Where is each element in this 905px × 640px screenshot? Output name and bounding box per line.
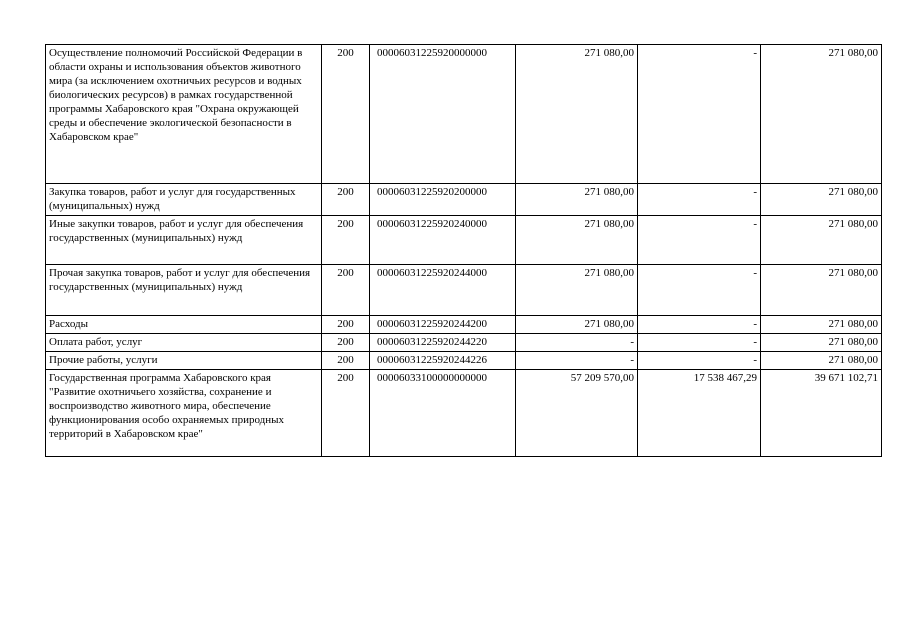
table-row xyxy=(46,265,882,316)
row-kbk-cell: 00006031225920000000 xyxy=(370,45,516,184)
row-name-cell: Оплата работ, услуг xyxy=(46,334,322,352)
row-unexecuted-cell: 39 671 102,71 xyxy=(761,370,882,457)
row-code-cell: 200 xyxy=(322,265,370,316)
row-code-cell: 200 xyxy=(322,352,370,370)
row-name-cell: Государственная программа Хабаровского края "Развитие охотничьего хозяйства, сохранение и воспроизводство животного мира, обеспечение функционирования особо охраняемых природных территорий в Хабаровском крае" xyxy=(46,370,322,457)
row-kbk-cell: 00006031225920200000 xyxy=(370,184,516,216)
row-name-cell: Закупка товаров, работ и услуг для государственных (муниципальных) нужд xyxy=(46,184,322,216)
row-approved-cell: 57 209 570,00 xyxy=(516,370,638,457)
row-code-cell: 200 xyxy=(322,45,370,184)
budget-expenditure-table xyxy=(45,44,882,457)
table-row xyxy=(46,334,882,352)
row-name-cell: Иные закупки товаров, работ и услуг для обеспечения государственных (муниципальных) нужд xyxy=(46,216,322,265)
row-executed-cell: - xyxy=(638,265,761,316)
row-executed-cell: - xyxy=(638,316,761,334)
row-approved-cell: 271 080,00 xyxy=(516,45,638,184)
row-approved-cell: 271 080,00 xyxy=(516,265,638,316)
row-code-cell: 200 xyxy=(322,184,370,216)
row-unexecuted-cell: 271 080,00 xyxy=(761,184,882,216)
table-row xyxy=(46,216,882,265)
row-kbk-cell: 00006031225920244220 xyxy=(370,334,516,352)
row-executed-cell: - xyxy=(638,334,761,352)
row-executed-cell: - xyxy=(638,45,761,184)
row-approved-cell: - xyxy=(516,334,638,352)
row-code-cell: 200 xyxy=(322,316,370,334)
row-unexecuted-cell: 271 080,00 xyxy=(761,45,882,184)
table-row xyxy=(46,184,882,216)
row-name-cell: Прочая закупка товаров, работ и услуг для обеспечения государственных (муниципальных) нужд xyxy=(46,265,322,316)
table-row xyxy=(46,45,882,184)
row-unexecuted-cell: 271 080,00 xyxy=(761,334,882,352)
row-executed-cell: - xyxy=(638,216,761,265)
table-row xyxy=(46,352,882,370)
row-approved-cell: 271 080,00 xyxy=(516,316,638,334)
row-unexecuted-cell: 271 080,00 xyxy=(761,316,882,334)
row-code-cell: 200 xyxy=(322,370,370,457)
table-row xyxy=(46,316,882,334)
row-unexecuted-cell: 271 080,00 xyxy=(761,352,882,370)
row-kbk-cell: 00006031225920240000 xyxy=(370,216,516,265)
row-name-cell: Расходы xyxy=(46,316,322,334)
row-unexecuted-cell: 271 080,00 xyxy=(761,216,882,265)
row-code-cell: 200 xyxy=(322,334,370,352)
row-executed-cell: - xyxy=(638,184,761,216)
row-kbk-cell: 00006033100000000000 xyxy=(370,370,516,457)
row-approved-cell: 271 080,00 xyxy=(516,216,638,265)
row-kbk-cell: 00006031225920244226 xyxy=(370,352,516,370)
row-approved-cell: 271 080,00 xyxy=(516,184,638,216)
row-code-cell: 200 xyxy=(322,216,370,265)
row-name-cell: Прочие работы, услуги xyxy=(46,352,322,370)
row-approved-cell: - xyxy=(516,352,638,370)
row-executed-cell: - xyxy=(638,352,761,370)
table-body xyxy=(46,45,882,457)
row-unexecuted-cell: 271 080,00 xyxy=(761,265,882,316)
row-kbk-cell: 00006031225920244200 xyxy=(370,316,516,334)
table-row xyxy=(46,370,882,457)
row-executed-cell: 17 538 467,29 xyxy=(638,370,761,457)
row-kbk-cell: 00006031225920244000 xyxy=(370,265,516,316)
row-name-cell: Осуществление полномочий Российской Федерации в области охраны и использования объектов животного мира (за исключением охотничьих ресурсов и водных биологических ресурсов) в рамках государственной программы Хабаровского края "Охрана окружающей среды и обеспечение экологической безопасности в Хабаровском крае" xyxy=(46,45,322,184)
